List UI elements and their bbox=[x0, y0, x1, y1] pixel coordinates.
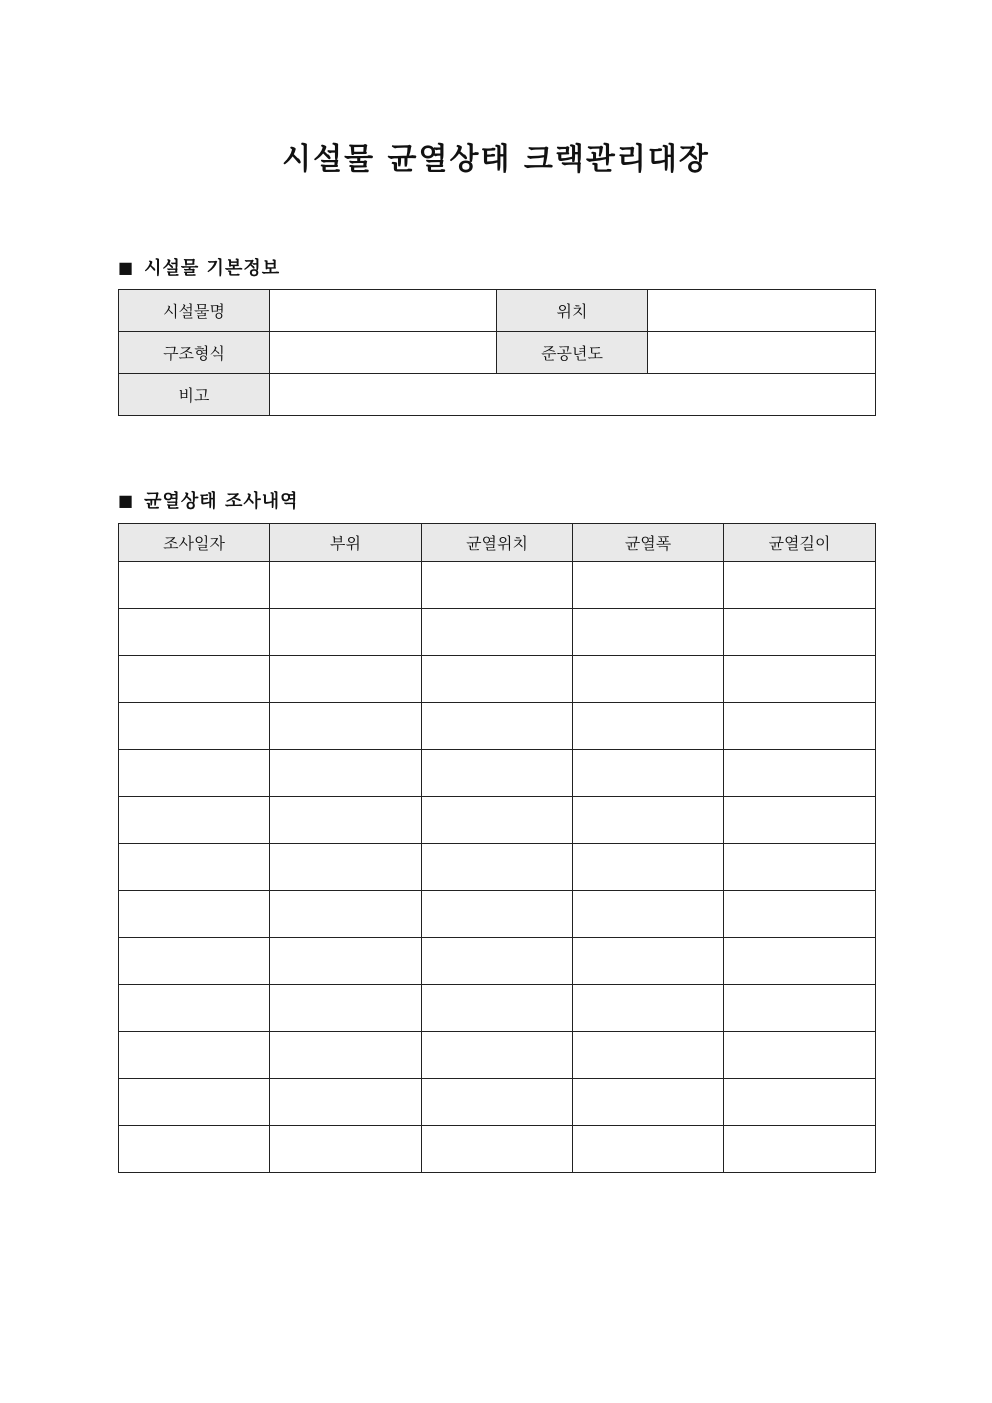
crack-length-cell[interactable] bbox=[724, 844, 876, 891]
remarks-label: 비고 bbox=[119, 374, 270, 416]
crack-width-cell[interactable] bbox=[573, 656, 724, 703]
crack-length-cell[interactable] bbox=[724, 1032, 876, 1079]
part-cell[interactable] bbox=[270, 891, 422, 938]
survey-date-cell[interactable] bbox=[119, 750, 270, 797]
column-header-part: 부위 bbox=[270, 524, 422, 562]
crack-location-cell[interactable] bbox=[422, 562, 573, 609]
survey-date-cell[interactable] bbox=[119, 656, 270, 703]
crack-survey-table bbox=[118, 523, 876, 1173]
part-cell[interactable] bbox=[270, 1079, 422, 1126]
table-row bbox=[119, 1079, 876, 1126]
crack-width-cell[interactable] bbox=[573, 985, 724, 1032]
crack-length-cell[interactable] bbox=[724, 985, 876, 1032]
crack-location-cell[interactable] bbox=[422, 1079, 573, 1126]
table-row bbox=[119, 609, 876, 656]
crack-width-cell[interactable] bbox=[573, 609, 724, 656]
part-cell[interactable] bbox=[270, 703, 422, 750]
survey-date-cell[interactable] bbox=[119, 1126, 270, 1173]
crack-location-cell[interactable] bbox=[422, 1126, 573, 1173]
facility-name-field[interactable] bbox=[270, 290, 497, 332]
location-field[interactable] bbox=[648, 290, 876, 332]
crack-width-cell[interactable] bbox=[573, 1126, 724, 1173]
part-cell[interactable] bbox=[270, 985, 422, 1032]
crack-width-cell[interactable] bbox=[573, 1032, 724, 1079]
table-header-row bbox=[119, 524, 876, 562]
completion-year-label: 준공년도 bbox=[497, 332, 648, 374]
survey-date-cell[interactable] bbox=[119, 797, 270, 844]
table-row bbox=[119, 1032, 876, 1079]
survey-date-cell[interactable] bbox=[119, 1079, 270, 1126]
column-header-crack-location: 균열위치 bbox=[422, 524, 573, 562]
table-row bbox=[119, 332, 876, 374]
crack-length-cell[interactable] bbox=[724, 703, 876, 750]
crack-width-cell[interactable] bbox=[573, 797, 724, 844]
crack-location-cell[interactable] bbox=[422, 750, 573, 797]
crack-length-cell[interactable] bbox=[724, 797, 876, 844]
part-cell[interactable] bbox=[270, 797, 422, 844]
part-cell[interactable] bbox=[270, 562, 422, 609]
crack-location-cell[interactable] bbox=[422, 891, 573, 938]
square-bullet-icon: ■ bbox=[118, 490, 135, 510]
crack-length-cell[interactable] bbox=[724, 562, 876, 609]
column-header-crack-width: 균열폭 bbox=[573, 524, 724, 562]
crack-width-cell[interactable] bbox=[573, 1079, 724, 1126]
table-row bbox=[119, 656, 876, 703]
part-cell[interactable] bbox=[270, 1032, 422, 1079]
crack-length-cell[interactable] bbox=[724, 750, 876, 797]
survey-heading bbox=[118, 487, 299, 513]
survey-date-cell[interactable] bbox=[119, 938, 270, 985]
table-row bbox=[119, 985, 876, 1032]
survey-date-cell[interactable] bbox=[119, 562, 270, 609]
crack-width-cell[interactable] bbox=[573, 891, 724, 938]
crack-width-cell[interactable] bbox=[573, 844, 724, 891]
table-row bbox=[119, 844, 876, 891]
table-row bbox=[119, 374, 876, 416]
crack-width-cell[interactable] bbox=[573, 562, 724, 609]
crack-length-cell[interactable] bbox=[724, 1079, 876, 1126]
survey-date-cell[interactable] bbox=[119, 1032, 270, 1079]
column-header-crack-length: 균열길이 bbox=[724, 524, 876, 562]
crack-length-cell[interactable] bbox=[724, 656, 876, 703]
crack-width-cell[interactable] bbox=[573, 750, 724, 797]
page-title: 시설물 균열상태 크랙관리대장 bbox=[282, 142, 710, 177]
table-row bbox=[119, 938, 876, 985]
facility-name-label: 시설물명 bbox=[119, 290, 270, 332]
remarks-field[interactable] bbox=[270, 374, 876, 416]
completion-year-field[interactable] bbox=[648, 332, 876, 374]
crack-length-cell[interactable] bbox=[724, 1126, 876, 1173]
survey-date-cell[interactable] bbox=[119, 609, 270, 656]
crack-location-cell[interactable] bbox=[422, 703, 573, 750]
basic-info-heading-text: 시설물 기본정보 bbox=[144, 258, 281, 279]
basic-info-heading bbox=[118, 254, 280, 280]
crack-location-cell[interactable] bbox=[422, 844, 573, 891]
table-row bbox=[119, 562, 876, 609]
survey-date-cell[interactable] bbox=[119, 844, 270, 891]
table-row bbox=[119, 1126, 876, 1173]
table-row bbox=[119, 797, 876, 844]
location-label: 위치 bbox=[497, 290, 648, 332]
crack-location-cell[interactable] bbox=[422, 938, 573, 985]
crack-length-cell[interactable] bbox=[724, 938, 876, 985]
table-row bbox=[119, 750, 876, 797]
crack-location-cell[interactable] bbox=[422, 797, 573, 844]
square-bullet-icon: ■ bbox=[118, 257, 135, 277]
part-cell[interactable] bbox=[270, 656, 422, 703]
part-cell[interactable] bbox=[270, 844, 422, 891]
crack-width-cell[interactable] bbox=[573, 703, 724, 750]
structure-type-field[interactable] bbox=[270, 332, 497, 374]
crack-location-cell[interactable] bbox=[422, 656, 573, 703]
crack-location-cell[interactable] bbox=[422, 609, 573, 656]
crack-length-cell[interactable] bbox=[724, 891, 876, 938]
crack-location-cell[interactable] bbox=[422, 985, 573, 1032]
part-cell[interactable] bbox=[270, 609, 422, 656]
crack-location-cell[interactable] bbox=[422, 1032, 573, 1079]
survey-date-cell[interactable] bbox=[119, 703, 270, 750]
basic-info-table bbox=[118, 289, 876, 416]
crack-length-cell[interactable] bbox=[724, 609, 876, 656]
column-header-survey-date: 조사일자 bbox=[119, 524, 270, 562]
structure-type-label: 구조형식 bbox=[119, 332, 270, 374]
table-row bbox=[119, 891, 876, 938]
survey-heading-text: 균열상태 조사내역 bbox=[144, 491, 299, 512]
part-cell[interactable] bbox=[270, 938, 422, 985]
table-row bbox=[119, 290, 876, 332]
table-row bbox=[119, 703, 876, 750]
survey-date-cell[interactable] bbox=[119, 985, 270, 1032]
part-cell[interactable] bbox=[270, 750, 422, 797]
crack-width-cell[interactable] bbox=[573, 938, 724, 985]
part-cell[interactable] bbox=[270, 1126, 422, 1173]
survey-date-cell[interactable] bbox=[119, 891, 270, 938]
